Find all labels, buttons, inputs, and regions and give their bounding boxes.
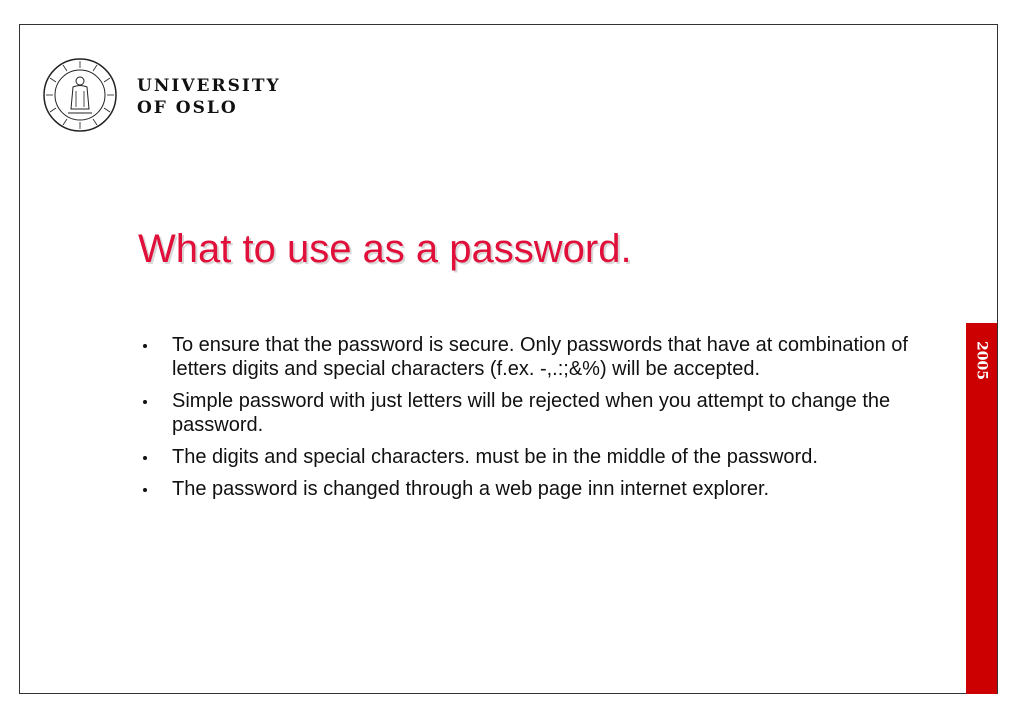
bullet-text: Simple password with just letters will be rejected when you attempt to change the password. [172,390,891,436]
slide [19,24,998,694]
year-band [966,323,997,694]
bullet-text: The password is changed through a web page inn internet explorer. [172,478,770,500]
bullet-dot-icon [143,344,147,348]
bullet-item [136,445,926,469]
bullet-item [136,333,926,381]
slide-title: What to use as a password. [138,227,632,271]
bullet-dot-icon [143,456,147,460]
bullet-item [136,477,926,501]
wordmark-line-2: OF OSLO [137,98,238,118]
bullet-text: To ensure that the password is secure. Only passwords that have at combination of letters digits and special characters (f.ex. -,.:;&%) will be accepted. [172,334,908,380]
bullet-dot-icon [143,400,147,404]
university-wordmark [137,75,281,119]
bullet-list [136,333,926,509]
bullet-item [136,389,926,437]
year-label: 2005 [973,340,990,380]
wordmark-line-1: UNIVERSITY [137,76,281,96]
bullet-text: The digits and special characters. must be in the middle of the password. [172,446,818,468]
university-seal-icon [42,57,118,133]
bullet-dot-icon [143,488,147,492]
